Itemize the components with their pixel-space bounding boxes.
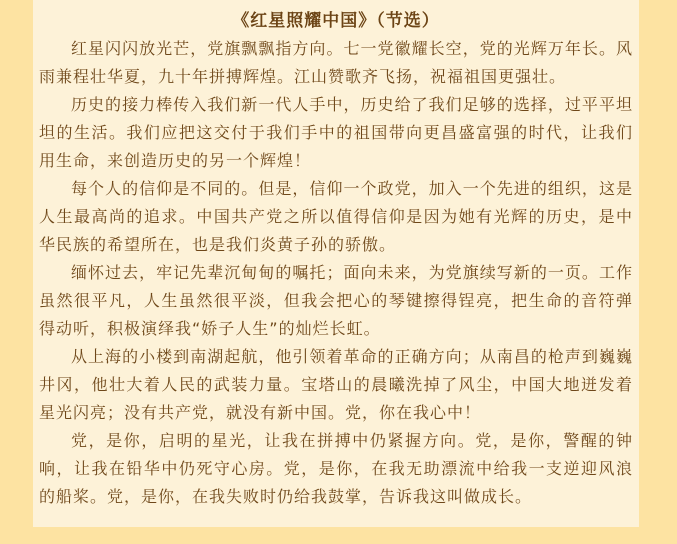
article-paragraph-6: 党，是你，启明的星光，让我在拼搏中仍紧握方向。党，是你，警醒的钟响，让我在铅华中仍死守心房。党，是你，在我无助漂流中给我一支逆迎风浪的船桨。党，是你，在我失败时仍给我鼓掌，告诉我这叫做成长。	[39, 431, 633, 506]
article-title: 《红星照耀中国》（节选）	[232, 11, 440, 31]
article-paragraph-1: 红星闪闪放光芒，党旗飘飘指方向。七一党徽耀长空，党的光辉万年长。风雨兼程壮华夏，九十年拼搏辉煌。江山赞歌齐飞扬，祝福祖国更强壮。	[39, 39, 633, 86]
article-paragraph-5: 从上海的小楼到南湖起航，他引领着革命的正确方向；从南昌的枪声到巍巍井冈，他壮大着人民的武装力量。宝塔山的晨曦洗掉了风尘，中国大地迸发着星光闪亮；没有共产党，就没有新中国。党，你在我心中！	[39, 347, 633, 422]
article-paragraph-3: 每个人的信仰是不同的。但是，信仰一个政党，加入一个先进的组织，这是人生最高尚的追求。中国共产党之所以值得信仰是因为她有光辉的历史，是中华民族的希望所在，也是我们炎黄子孙的骄傲。	[39, 179, 633, 254]
article-panel	[33, 0, 639, 527]
article-paragraph-2: 历史的接力棒传入我们新一代人手中，历史给了我们足够的选择，过平平坦坦的生活。我们应把这交付于我们手中的祖国带向更昌盛富强的时代，让我们用生命，来创造历史的另一个辉煌！	[39, 95, 633, 170]
article-paragraph-4: 缅怀过去，牢记先辈沉甸甸的嘱托；面向未来，为党旗续写新的一页。工作虽然很平凡，人生虽然很平淡，但我会把心的琴键擦得锃亮，把生命的音符弹得动听，积极演绎我“娇子人生”的灿烂长虹。	[39, 263, 633, 338]
